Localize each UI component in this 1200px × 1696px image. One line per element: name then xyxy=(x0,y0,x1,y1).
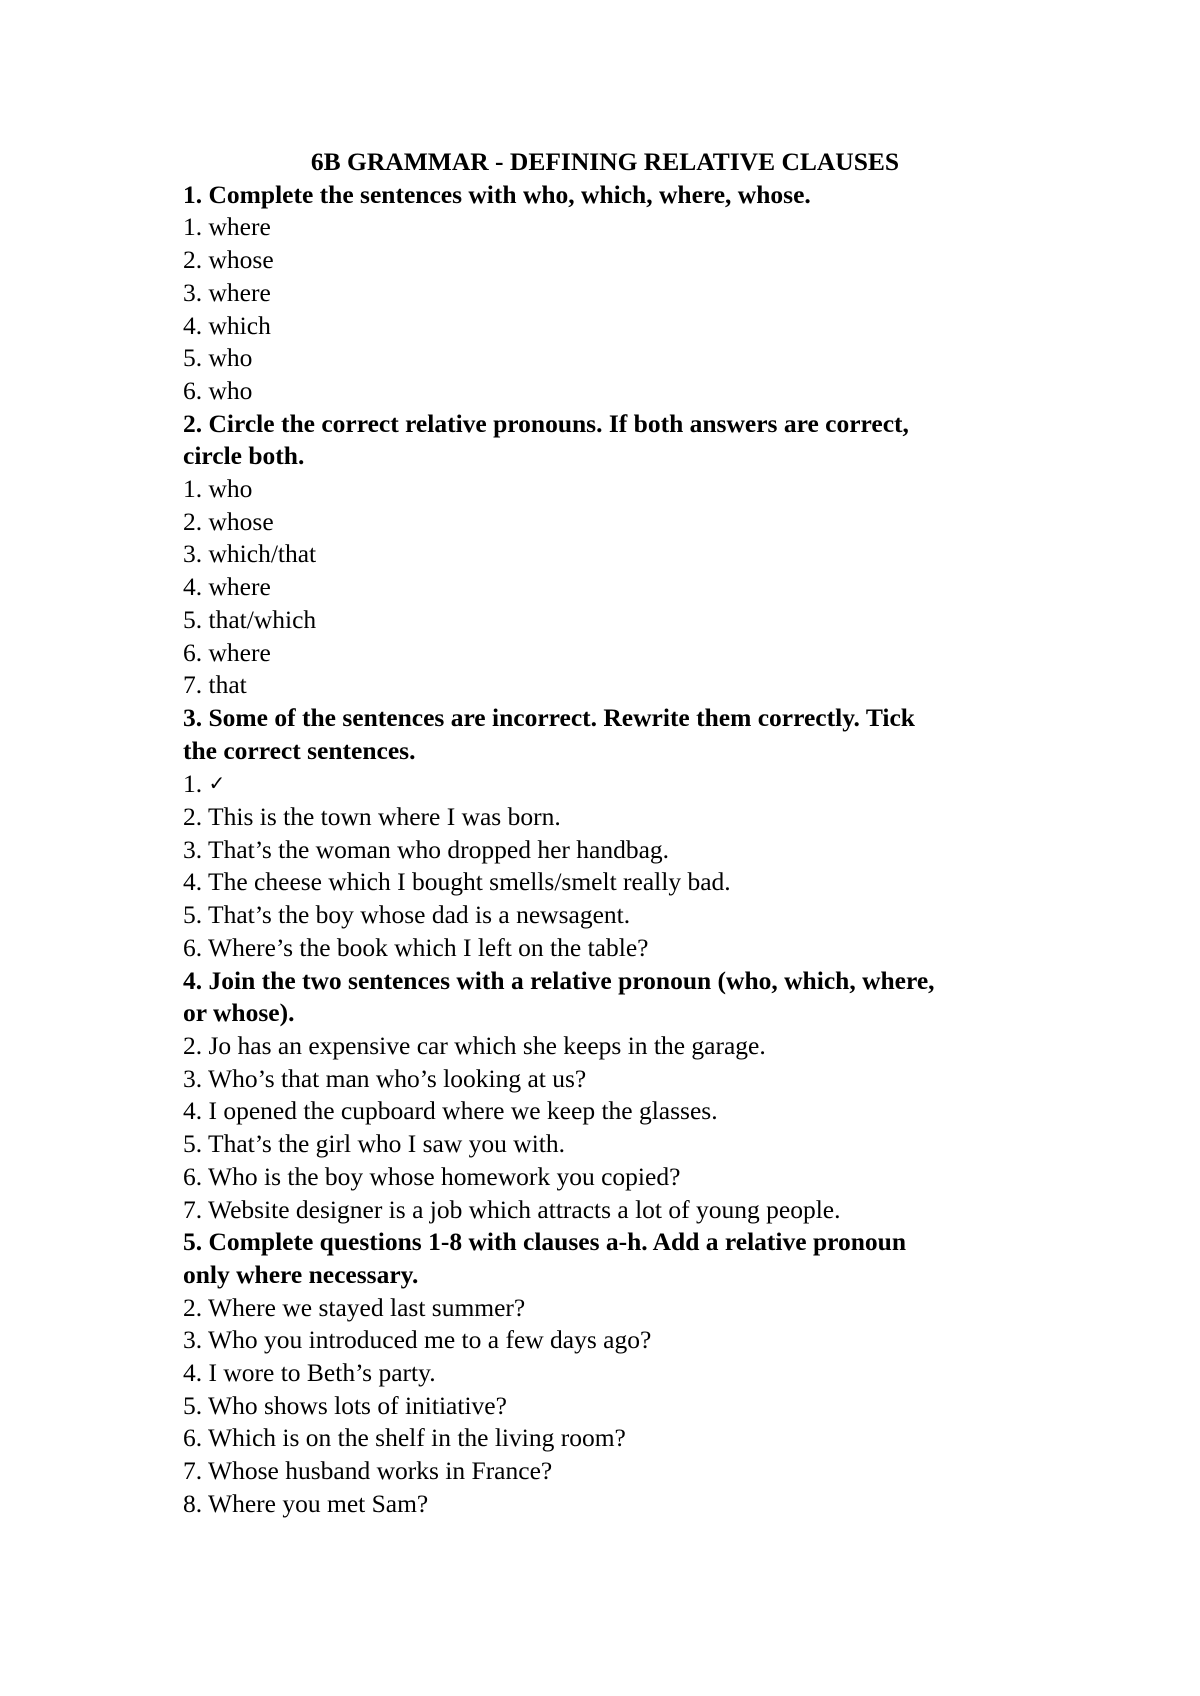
section-2-answer: 7. that xyxy=(183,670,247,700)
section-4-answer: 5. That’s the girl who I saw you with. xyxy=(183,1129,565,1159)
section-3-heading: 3. Some of the sentences are incorrect. Rewrite them correctly. Tick xyxy=(183,702,915,732)
section-5-answer: 7. Whose husband works in France? xyxy=(183,1456,553,1486)
section-2-answer: 5. that/which xyxy=(183,604,317,634)
section-2-answer: 3. which/that xyxy=(183,539,317,569)
section-2-answer: 6. where xyxy=(183,637,271,667)
section-1-heading: 1. Complete the sentences with who, which, where, whose. xyxy=(183,179,811,209)
section-5-answer: 3. Who you introduced me to a few days ago? xyxy=(183,1325,652,1355)
section-4-answer: 2. Jo has an expensive car which she keeps in the garage. xyxy=(183,1030,766,1060)
tick-item-number: 1. xyxy=(183,769,203,799)
section-1-answer: 4. which xyxy=(183,310,271,340)
section-2-answer: 2. whose xyxy=(183,506,274,536)
section-4-answer: 4. I opened the cupboard where we keep the glasses. xyxy=(183,1096,718,1126)
section-4-answer: 6. Who is the boy whose homework you copied? xyxy=(183,1161,681,1191)
section-1-answer: 2. whose xyxy=(183,245,274,275)
section-2-heading-continued: circle both. xyxy=(183,441,305,471)
section-2-answer: 1. who xyxy=(183,474,253,504)
section-1-answer: 3. where xyxy=(183,277,271,307)
section-5-heading: 5. Complete questions 1-8 with clauses a-h. Add a relative pronoun xyxy=(183,1227,907,1257)
checkmark-icon: ✓ xyxy=(208,771,226,796)
section-5-answer: 4. I wore to Beth’s party. xyxy=(183,1358,436,1388)
section-4-heading: 4. Join the two sentences with a relative pronoun (who, which, where, xyxy=(183,965,935,995)
section-5-answer: 5. Who shows lots of initiative? xyxy=(183,1390,507,1420)
section-3-heading-continued: the correct sentences. xyxy=(183,735,416,765)
page-title: 6B GRAMMAR - DEFINING RELATIVE CLAUSES xyxy=(310,147,900,176)
section-1-answer: 6. who xyxy=(183,375,253,405)
section-5-answer: 2. Where we stayed last summer? xyxy=(183,1292,526,1322)
section-4-answer: 3. Who’s that man who’s looking at us? xyxy=(183,1063,587,1093)
section-2-answer: 4. where xyxy=(183,572,271,602)
section-1-answer: 1. where xyxy=(183,212,271,242)
section-1-answer: 5. who xyxy=(183,343,253,373)
section-5-answer: 8. Where you met Sam? xyxy=(183,1488,429,1518)
section-3-answer: 2. This is the town where I was born. xyxy=(183,802,561,832)
section-3-answer: 4. The cheese which I bought smells/smelt really bad. xyxy=(183,867,731,897)
section-3-answer: 5. That’s the boy whose dad is a newsagent. xyxy=(183,900,631,930)
section-3-tick-answer xyxy=(183,767,1033,801)
section-5-heading-continued: only where necessary. xyxy=(183,1259,419,1289)
section-3-answer: 3. That’s the woman who dropped her handbag. xyxy=(183,834,670,864)
document-body xyxy=(183,146,1033,1521)
section-5-answer: 6. Which is on the shelf in the living room? xyxy=(183,1423,626,1453)
section-4-answer: 7. Website designer is a job which attracts a lot of young people. xyxy=(183,1194,841,1224)
section-2-heading: 2. Circle the correct relative pronouns. If both answers are correct, xyxy=(183,408,909,438)
section-4-heading-continued: or whose). xyxy=(183,998,295,1028)
section-3-answer: 6. Where’s the book which I left on the table? xyxy=(183,932,649,962)
